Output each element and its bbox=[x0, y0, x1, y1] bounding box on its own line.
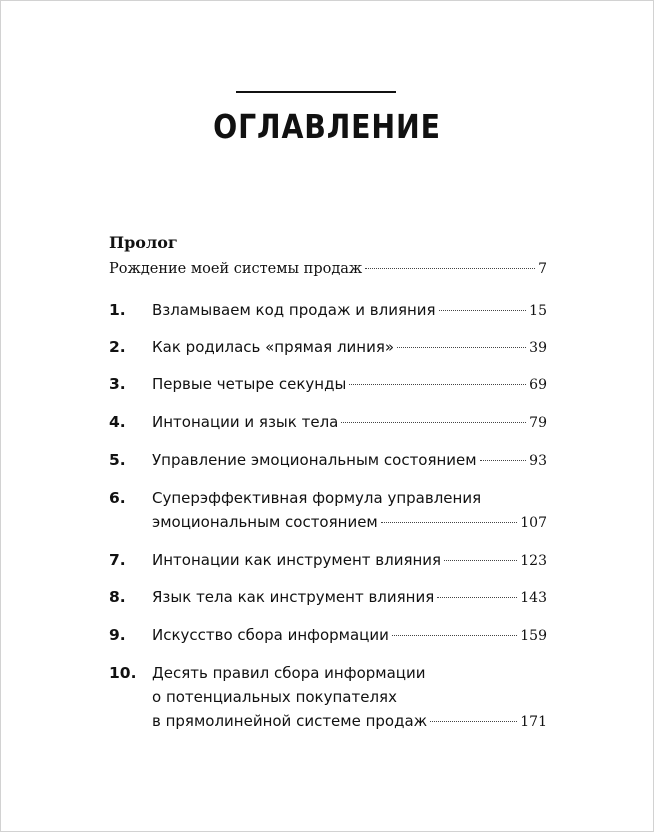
toc-chapter-entry[interactable] bbox=[109, 410, 547, 435]
chapter-title-line: Десять правил сбора информации bbox=[152, 664, 426, 682]
chapter-title-text: в прямолинейной системе продаж bbox=[152, 712, 428, 730]
chapter-page-number: 123 bbox=[520, 553, 547, 569]
chapter-number: 2. bbox=[109, 338, 126, 356]
chapter-title-text: Искусство сбора информации bbox=[152, 626, 389, 644]
dot-leader bbox=[341, 422, 526, 423]
chapter-number: 6. bbox=[109, 489, 126, 507]
chapter-title-last-line bbox=[152, 585, 547, 610]
table-of-contents bbox=[109, 232, 547, 730]
chapter-page-number: 107 bbox=[520, 515, 547, 531]
chapter-title bbox=[152, 623, 547, 648]
dot-leader bbox=[392, 635, 517, 636]
chapter-number: 8. bbox=[109, 588, 126, 606]
chapter-title-text: Язык тела как инструмент влияния bbox=[152, 588, 435, 606]
chapter-page-number: 93 bbox=[529, 453, 547, 469]
toc-chapter-entry[interactable] bbox=[109, 486, 547, 535]
chapter-page-number: 69 bbox=[529, 377, 547, 393]
dot-leader bbox=[365, 268, 535, 269]
toc-chapter-entry[interactable] bbox=[109, 448, 547, 473]
toc-chapter-entry[interactable] bbox=[109, 661, 547, 734]
dot-leader bbox=[381, 522, 518, 523]
dot-leader bbox=[349, 384, 526, 385]
title-rule bbox=[236, 91, 396, 93]
prologue-entry[interactable] bbox=[109, 256, 547, 282]
chapter-title-last-line bbox=[152, 298, 547, 323]
chapter-page-number: 159 bbox=[520, 628, 547, 644]
chapter-title-text: эмоциональным состоянием bbox=[152, 513, 378, 531]
chapter-number: 3. bbox=[109, 375, 126, 393]
chapter-title-last-line bbox=[152, 410, 547, 435]
chapter-title-last-line bbox=[152, 623, 547, 648]
chapter-title bbox=[152, 548, 547, 573]
chapter-number: 1. bbox=[109, 301, 126, 319]
dot-leader bbox=[437, 597, 517, 598]
chapter-title-last-line bbox=[152, 548, 547, 573]
chapter-title bbox=[152, 486, 547, 535]
chapter-title-line: Суперэффективная формула управления bbox=[152, 489, 482, 507]
chapter-page-number: 171 bbox=[520, 714, 547, 730]
chapter-title bbox=[152, 372, 547, 397]
chapter-page-number: 15 bbox=[529, 303, 547, 319]
chapter-title-last-line bbox=[152, 709, 547, 734]
chapter-number: 7. bbox=[109, 551, 126, 569]
dot-leader bbox=[444, 560, 517, 561]
chapter-number: 5. bbox=[109, 451, 126, 469]
chapter-title-line: о потенциальных покупателях bbox=[152, 688, 397, 706]
toc-chapter-entry[interactable] bbox=[109, 623, 547, 648]
chapter-title-text: Взламываем код продаж и влияния bbox=[152, 301, 436, 319]
chapter-title bbox=[152, 335, 547, 360]
chapter-number: 10. bbox=[109, 664, 137, 682]
chapter-title bbox=[152, 448, 547, 473]
chapter-page-number: 143 bbox=[520, 590, 547, 606]
dot-leader bbox=[439, 310, 527, 311]
chapter-number: 9. bbox=[109, 626, 126, 644]
page-title: ОГЛАВЛЕНИЕ bbox=[213, 107, 441, 146]
chapter-title-text: Интонации как инструмент влияния bbox=[152, 551, 442, 569]
toc-chapter-entry[interactable] bbox=[109, 548, 547, 573]
prologue-title: Рождение моей системы продаж bbox=[109, 261, 363, 277]
dot-leader bbox=[397, 347, 526, 348]
chapter-title bbox=[152, 585, 547, 610]
chapter-title bbox=[152, 661, 547, 734]
toc-chapter-entry[interactable] bbox=[109, 585, 547, 610]
toc-chapter-entry[interactable] bbox=[109, 298, 547, 323]
chapter-title-text: Первые четыре секунды bbox=[152, 375, 347, 393]
chapter-title-text: Как родилась «прямая линия» bbox=[152, 338, 395, 356]
chapter-title-last-line bbox=[152, 448, 547, 473]
dot-leader bbox=[430, 721, 517, 722]
chapter-title-last-line bbox=[152, 510, 547, 535]
chapter-title-last-line bbox=[152, 372, 547, 397]
chapter-page-number: 79 bbox=[529, 415, 547, 431]
chapter-title-last-line bbox=[152, 335, 547, 360]
chapter-title bbox=[152, 410, 547, 435]
chapter-title-text: Интонации и язык тела bbox=[152, 413, 339, 431]
prologue-page-number: 7 bbox=[538, 261, 547, 277]
chapter-number: 4. bbox=[109, 413, 126, 431]
chapter-title bbox=[152, 298, 547, 323]
toc-chapter-entry[interactable] bbox=[109, 335, 547, 360]
toc-chapter-entry[interactable] bbox=[109, 372, 547, 397]
chapter-page-number: 39 bbox=[529, 340, 547, 356]
chapter-title-text: Управление эмоциональным состоянием bbox=[152, 451, 477, 469]
prologue-heading: Пролог bbox=[109, 233, 178, 252]
dot-leader bbox=[480, 460, 527, 461]
